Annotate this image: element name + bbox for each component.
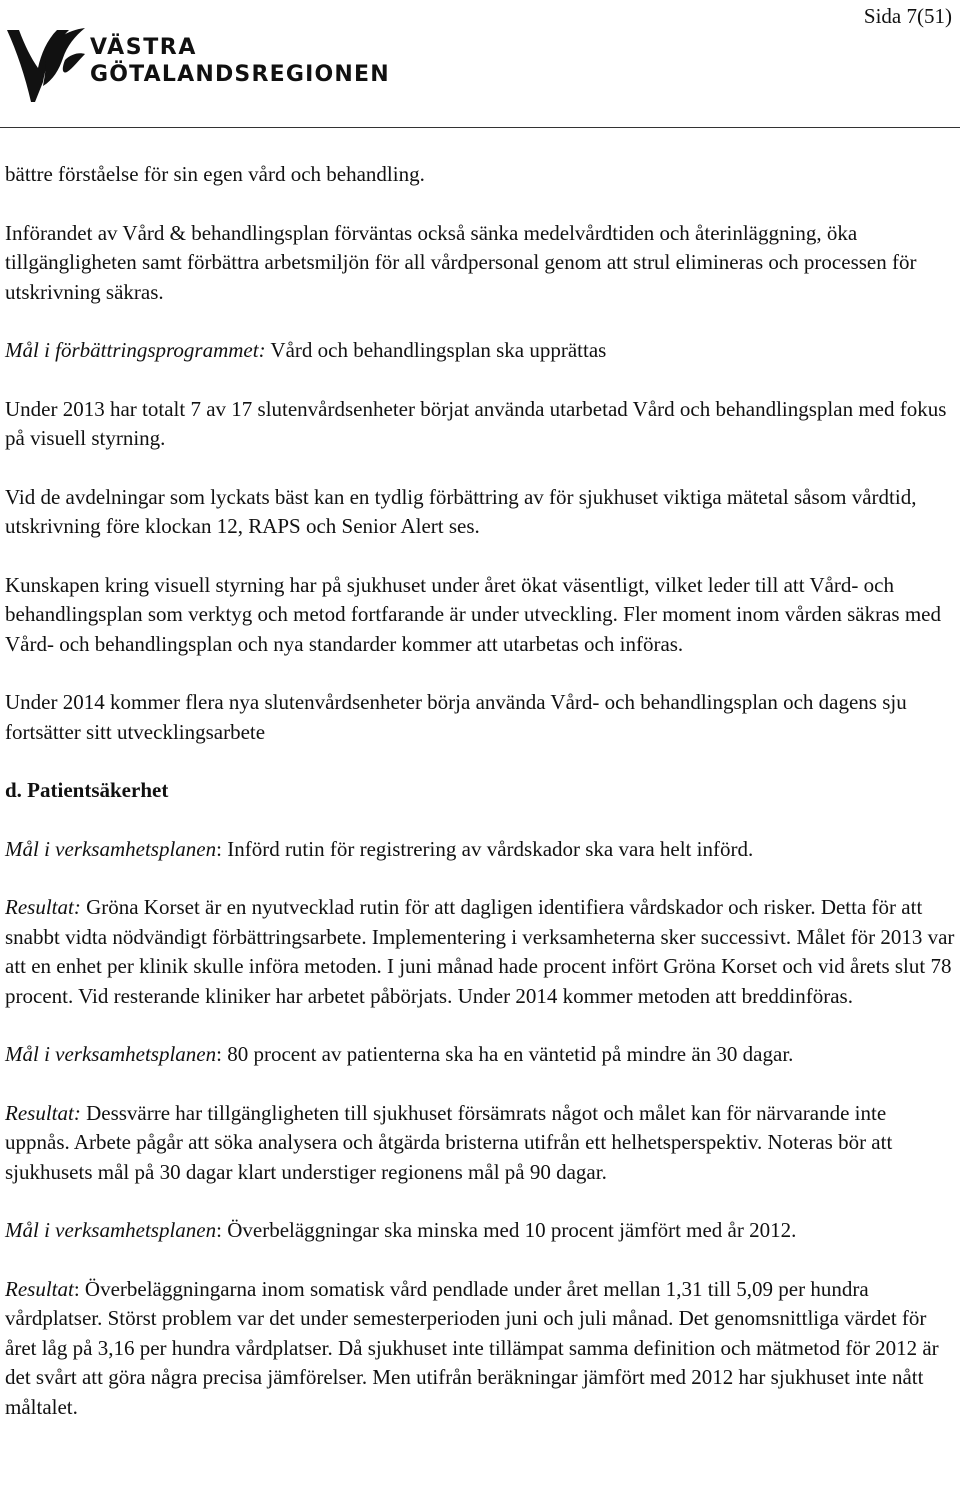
goal-3-label: Mål i verksamhetsplanen [5,1218,217,1242]
paragraph-goal-2 [5,1040,955,1070]
vastra-gotalandsregionen-logo [5,24,390,106]
program-goal-label: Mål i förbättringsprogrammet: [5,338,266,362]
goal-3-text: : Överbeläggningar ska minska med 10 procent jämfört med år 2012. [216,1218,797,1242]
logo-line-2: GÖTALANDSREGIONEN [90,62,390,87]
paragraph-2013-status: Under 2013 har totalt 7 av 17 slutenvårdsenheter börjat använda utarbetad Vård och behandlingsplan med fokus på visuell styrning. [5,396,947,450]
goal-2-label: Mål i verksamhetsplanen [5,1042,217,1066]
result-3-label: Resultat [5,1276,74,1301]
paragraph-result-3 [5,1275,955,1423]
result-2-text: Dessvärre har tillgängligheten till sjukhuset försämrats något och målet kan för närvarande inte uppnås. Arbete pågår att söka analysera och åtgärda bristerna utifrån ett helhetsperspektiv. Noteras bör att sjukhusets mål på 30 dagar klart understiger regionens mål på 90 dagar. [5,1100,893,1184]
paragraph-improvements: Vid de avdelningar som lyckats bäst kan en tydlig förbättring av för sjukhuset viktiga mätetal såsom vårdtid, utskrivning före klockan 12, RAPS och Senior Alert ses. [5,484,917,538]
paragraph-intro-continuation: bättre förståelse för sin egen vård och behandling. [5,162,425,186]
section-heading-patient-safety: d. Patientsäkerhet [5,778,169,802]
logo-emblem-icon [5,24,87,106]
goal-1-label: Mål i verksamhetsplanen [5,836,217,861]
paragraph-goal-3 [5,1216,955,1246]
document-body [5,160,955,1451]
result-1-label: Resultat: [5,895,81,919]
paragraph-result-2 [5,1099,955,1188]
paragraph-2014-plan: Under 2014 kommer flera nya slutenvårdsenheter börja använda Vård- och behandlingsplan och dagens sju fortsätter sitt utvecklingsarbete [5,690,907,744]
goal-2-text: : 80 procent av patienterna ska ha en väntetid på mindre än 30 dagar. [216,1042,794,1066]
paragraph-program-goal [5,336,955,366]
result-1-text: Gröna Korset är en nyutvecklad rutin för att dagligen identifiera vårdskador och risker. Detta för att snabbt vidta nödvändigt förbättringsarbete. Implementering i verksamheterna sker successivt. Målet för 2013 var att en enhet per klinik skulle införa metoden. I juni månad hade procent infört Gröna Korset och vid årets slut 78 procent. Vid resterande kliniker har arbetet påbörjats. Under 2014 kommer metoden att breddinföras. [5,895,955,1008]
paragraph-goal-1 [5,835,955,865]
result-3-text: : Överbeläggningarna inom somatisk vård pendlade under året mellan 1,31 till 5,09 per hundra vårdplatser. Störst problem var det under semesterperioden juni och juli månad. Det genomsnittliga värdet för året låg på 3,16 per hundra vårdplatser. Då sjukhuset inte tillämpat samma definition och mätmetod för 2012 är det svårt att göra några precisa jämförelser. Men utifrån beräkningar jämfört med 2012 har sjukhuset inte nått måltalet. [5,1276,939,1419]
paragraph-result-1 [5,893,955,1011]
page-number: Sida 7(51) [863,4,952,28]
logo-line-1: VÄSTRA [90,35,197,60]
goal-1-text: : Införd rutin för registrering av vårdskador ska vara helt införd. [216,836,754,861]
paragraph-introduction: Införandet av Vård & behandlingsplan förväntas också sänka medelvårdtiden och återinläggning, öka tillgängligheten samt förbättra arbetsmiljön för all vårdpersonal genom att strul elimineras och processen för utskrivning säkras. [5,220,917,304]
paragraph-visual-management: Kunskapen kring visuell styrning har på sjukhuset under året ökat väsentligt, vilket leder till att Vård- och behandlingsplan som verktyg och metod fortfarande är under utveckling. Fler moment inom vården säkras med Vård- och behandlingsplan och nya standarder kommer att utarbetas och införas. [5,572,941,656]
program-goal-text: Vård och behandlingsplan ska upprättas [265,338,607,362]
header-divider [0,127,960,128]
result-2-label: Resultat: [5,1100,81,1125]
